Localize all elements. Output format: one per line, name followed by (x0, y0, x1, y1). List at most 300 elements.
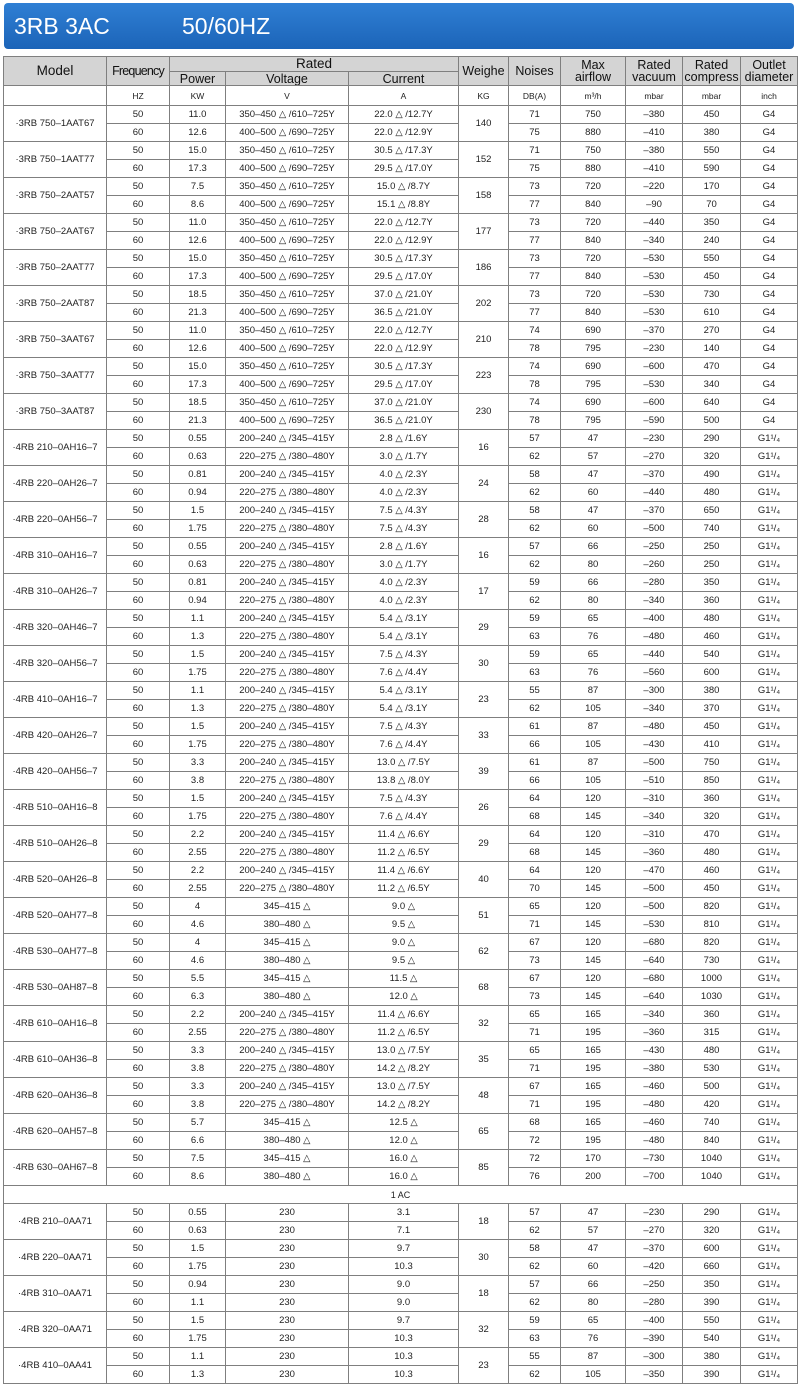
frequency-cell: 60 (107, 952, 170, 970)
outlet-cell: G1¹/₄ (741, 1240, 798, 1258)
compress-cell: 740 (683, 1114, 741, 1132)
current-cell: 10.3 (349, 1348, 459, 1366)
voltage-cell: 345–415 △ (226, 1114, 349, 1132)
outlet-cell: G1¹/₄ (741, 952, 798, 970)
current-cell: 22.0 △ /12.9Y (349, 232, 459, 250)
compress-cell: 540 (683, 1330, 741, 1348)
weight-cell: 16 (459, 538, 509, 574)
power-cell: 1.3 (170, 700, 226, 718)
noise-cell: 71 (509, 1024, 561, 1042)
power-cell: 8.6 (170, 196, 226, 214)
vacuum-cell: –410 (626, 160, 683, 178)
table-row (4, 1150, 798, 1168)
current-cell: 3.1 (349, 1204, 459, 1222)
current-cell: 7.6 △ /4.4Y (349, 736, 459, 754)
vacuum-cell: –420 (626, 1258, 683, 1276)
frequency-cell: 60 (107, 988, 170, 1006)
weight-cell: 140 (459, 106, 509, 142)
units-row (4, 86, 798, 106)
table-row (4, 484, 798, 502)
compress-cell: 480 (683, 484, 741, 502)
outlet-cell: G1¹/₄ (741, 574, 798, 592)
outlet-cell: G1¹/₄ (741, 1258, 798, 1276)
frequency-cell: 60 (107, 916, 170, 934)
vacuum-cell: –360 (626, 844, 683, 862)
voltage-cell: 220–275 △ /380–480Y (226, 448, 349, 466)
power-cell: 0.55 (170, 430, 226, 448)
current-cell: 22.0 △ /12.7Y (349, 106, 459, 124)
weight-cell: 177 (459, 214, 509, 250)
voltage-cell: 200–240 △ /345–415Y (226, 466, 349, 484)
vacuum-cell: –590 (626, 412, 683, 430)
model-name-cell: ·4RB 310–0AA71 (4, 1276, 107, 1312)
current-cell: 5.4 △ /3.1Y (349, 700, 459, 718)
airflow-cell: 87 (561, 1348, 626, 1366)
table-row (4, 916, 798, 934)
power-cell: 2.2 (170, 1006, 226, 1024)
voltage-cell: 220–275 △ /380–480Y (226, 1024, 349, 1042)
outlet-cell: G1¹/₄ (741, 790, 798, 808)
noise-cell: 77 (509, 268, 561, 286)
current-cell: 14.2 △ /8.2Y (349, 1060, 459, 1078)
compress-cell: 390 (683, 1366, 741, 1384)
voltage-cell: 230 (226, 1222, 349, 1240)
table-row (4, 1042, 798, 1060)
airflow-cell: 840 (561, 232, 626, 250)
airflow-cell: 76 (561, 1330, 626, 1348)
airflow-cell: 145 (561, 988, 626, 1006)
outlet-cell: G4 (741, 286, 798, 304)
header-frequency: Frequency (107, 57, 170, 86)
model-name-cell: ·4RB 310–0AH26–7 (4, 574, 107, 610)
voltage-cell: 350–450 △ /610–725Y (226, 178, 349, 196)
current-cell: 22.0 △ /12.7Y (349, 214, 459, 232)
vacuum-cell: –600 (626, 358, 683, 376)
compress-cell: 470 (683, 826, 741, 844)
table-row (4, 1132, 798, 1150)
power-cell: 0.94 (170, 1276, 226, 1294)
compress-cell: 340 (683, 376, 741, 394)
table-row (4, 250, 798, 268)
model-name-cell: ·4RB 420–0AH26–7 (4, 718, 107, 754)
frequency-cell: 60 (107, 844, 170, 862)
model-name-cell: ·4RB 520–0AH26–8 (4, 862, 107, 898)
weight-cell: 32 (459, 1312, 509, 1348)
airflow-cell: 65 (561, 646, 626, 664)
compress-cell: 550 (683, 250, 741, 268)
frequency-cell: 50 (107, 574, 170, 592)
compress-cell: 470 (683, 358, 741, 376)
voltage-cell: 200–240 △ /345–415Y (226, 502, 349, 520)
noise-cell: 57 (509, 538, 561, 556)
unit-label: DB(A) (509, 86, 561, 106)
outlet-cell: G4 (741, 376, 798, 394)
model-name-cell: ·4RB 320–0AH56–7 (4, 646, 107, 682)
weight-cell: 16 (459, 430, 509, 466)
voltage-cell: 200–240 △ /345–415Y (226, 538, 349, 556)
power-cell: 0.63 (170, 448, 226, 466)
power-cell: 15.0 (170, 250, 226, 268)
power-cell: 15.0 (170, 358, 226, 376)
table-row (4, 340, 798, 358)
noise-cell: 71 (509, 106, 561, 124)
compress-cell: 810 (683, 916, 741, 934)
power-cell: 3.3 (170, 1042, 226, 1060)
voltage-cell: 350–450 △ /610–725Y (226, 322, 349, 340)
weight-cell: 30 (459, 646, 509, 682)
outlet-cell: G1¹/₄ (741, 1132, 798, 1150)
voltage-cell: 200–240 △ /345–415Y (226, 682, 349, 700)
airflow-cell: 840 (561, 304, 626, 322)
model-name-cell: ·3RB 750–2AAT67 (4, 214, 107, 250)
frequency-cell: 50 (107, 250, 170, 268)
frequency-cell: 50 (107, 646, 170, 664)
frequency-cell: 60 (107, 520, 170, 538)
airflow-cell: 47 (561, 1240, 626, 1258)
vacuum-cell: –500 (626, 898, 683, 916)
voltage-cell: 400–500 △ /690–725Y (226, 196, 349, 214)
vacuum-cell: –530 (626, 916, 683, 934)
vacuum-cell: –350 (626, 1366, 683, 1384)
noise-cell: 77 (509, 196, 561, 214)
compress-cell: 730 (683, 952, 741, 970)
vacuum-cell: –230 (626, 340, 683, 358)
vacuum-cell: –260 (626, 556, 683, 574)
compress-cell: 490 (683, 466, 741, 484)
voltage-cell: 350–450 △ /610–725Y (226, 394, 349, 412)
vacuum-cell: –410 (626, 124, 683, 142)
power-cell: 18.5 (170, 394, 226, 412)
table-row (4, 844, 798, 862)
airflow-cell: 57 (561, 1222, 626, 1240)
voltage-cell: 230 (226, 1348, 349, 1366)
table-row (4, 430, 798, 448)
noise-cell: 65 (509, 1042, 561, 1060)
voltage-cell: 380–480 △ (226, 916, 349, 934)
frequency-cell: 60 (107, 1294, 170, 1312)
table-row (4, 214, 798, 232)
vacuum-cell: –430 (626, 736, 683, 754)
compress-cell: 450 (683, 106, 741, 124)
power-cell: 17.3 (170, 160, 226, 178)
frequency-cell: 50 (107, 682, 170, 700)
noise-cell: 74 (509, 322, 561, 340)
current-cell: 11.4 △ /6.6Y (349, 862, 459, 880)
unit-label: mbar (626, 86, 683, 106)
frequency-cell: 60 (107, 808, 170, 826)
frequency-cell: 60 (107, 1258, 170, 1276)
noise-cell: 59 (509, 646, 561, 664)
current-cell: 11.4 △ /6.6Y (349, 826, 459, 844)
airflow-cell: 690 (561, 322, 626, 340)
airflow-cell: 720 (561, 286, 626, 304)
noise-cell: 77 (509, 304, 561, 322)
current-cell: 30.5 △ /17.3Y (349, 358, 459, 376)
vacuum-cell: –340 (626, 808, 683, 826)
airflow-cell: 165 (561, 1114, 626, 1132)
current-cell: 5.4 △ /3.1Y (349, 610, 459, 628)
table-row (4, 826, 798, 844)
weight-cell: 29 (459, 826, 509, 862)
frequency-cell: 50 (107, 1150, 170, 1168)
vacuum-cell: –360 (626, 1024, 683, 1042)
airflow-cell: 120 (561, 934, 626, 952)
compress-cell: 320 (683, 448, 741, 466)
table-row (4, 1276, 798, 1294)
unit-label: mbar (683, 86, 741, 106)
current-cell: 37.0 △ /21.0Y (349, 286, 459, 304)
compress-cell: 480 (683, 844, 741, 862)
frequency-cell: 60 (107, 628, 170, 646)
voltage-cell: 345–415 △ (226, 934, 349, 952)
vacuum-cell: –480 (626, 1096, 683, 1114)
outlet-cell: G1¹/₄ (741, 1348, 798, 1366)
noise-cell: 62 (509, 484, 561, 502)
compress-cell: 640 (683, 394, 741, 412)
noise-cell: 62 (509, 556, 561, 574)
frequency-cell: 60 (107, 664, 170, 682)
table-row (4, 232, 798, 250)
voltage-cell: 200–240 △ /345–415Y (226, 1042, 349, 1060)
weight-cell: 28 (459, 502, 509, 538)
compress-cell: 140 (683, 340, 741, 358)
model-name-cell: ·4RB 620–0AH57–8 (4, 1114, 107, 1150)
outlet-cell: G1¹/₄ (741, 1168, 798, 1186)
table-row (4, 178, 798, 196)
table-row (4, 142, 798, 160)
frequency-cell: 60 (107, 556, 170, 574)
airflow-cell: 60 (561, 1258, 626, 1276)
outlet-cell: G4 (741, 358, 798, 376)
model-name-cell: ·4RB 620–0AH36–8 (4, 1078, 107, 1114)
outlet-cell: G1¹/₄ (741, 898, 798, 916)
outlet-cell: G1¹/₄ (741, 664, 798, 682)
table-row (4, 448, 798, 466)
table-row (4, 1330, 798, 1348)
weight-cell: 48 (459, 1078, 509, 1114)
airflow-cell: 76 (561, 664, 626, 682)
vacuum-cell: –380 (626, 142, 683, 160)
spec-table-body (4, 86, 798, 1384)
header-rated-vacuum-line1: Rated (637, 58, 671, 72)
noise-cell: 73 (509, 286, 561, 304)
weight-cell: 39 (459, 754, 509, 790)
outlet-cell: G1¹/₄ (741, 844, 798, 862)
current-cell: 11.4 △ /6.6Y (349, 1006, 459, 1024)
compress-cell: 360 (683, 790, 741, 808)
current-cell: 12.5 △ (349, 1114, 459, 1132)
frequency-cell: 50 (107, 1312, 170, 1330)
weight-cell: 18 (459, 1276, 509, 1312)
noise-cell: 73 (509, 178, 561, 196)
unit-label: inch (741, 86, 798, 106)
frequency-cell: 60 (107, 1096, 170, 1114)
current-cell: 30.5 △ /17.3Y (349, 250, 459, 268)
frequency-cell: 50 (107, 142, 170, 160)
noise-cell: 70 (509, 880, 561, 898)
section-separator-row (4, 1186, 798, 1204)
airflow-cell: 80 (561, 592, 626, 610)
model-name-cell: ·3RB 750–3AAT87 (4, 394, 107, 430)
vacuum-cell: –400 (626, 610, 683, 628)
weight-cell: 24 (459, 466, 509, 502)
power-cell: 15.0 (170, 142, 226, 160)
power-cell: 1.5 (170, 502, 226, 520)
compress-cell: 270 (683, 322, 741, 340)
compress-cell: 480 (683, 610, 741, 628)
frequency-cell: 60 (107, 592, 170, 610)
airflow-cell: 65 (561, 1312, 626, 1330)
noise-cell: 63 (509, 1330, 561, 1348)
model-name-cell: ·3RB 750–2AAT87 (4, 286, 107, 322)
vacuum-cell: –310 (626, 790, 683, 808)
power-cell: 7.5 (170, 178, 226, 196)
voltage-cell: 200–240 △ /345–415Y (226, 862, 349, 880)
vacuum-cell: –440 (626, 484, 683, 502)
outlet-cell: G4 (741, 142, 798, 160)
vacuum-cell: –390 (626, 1330, 683, 1348)
airflow-cell: 795 (561, 376, 626, 394)
table-row (4, 394, 798, 412)
frequency-cell: 60 (107, 772, 170, 790)
compress-cell: 450 (683, 880, 741, 898)
airflow-cell: 165 (561, 1042, 626, 1060)
outlet-cell: G4 (741, 304, 798, 322)
compress-cell: 750 (683, 754, 741, 772)
outlet-cell: G1¹/₄ (741, 430, 798, 448)
compress-cell: 380 (683, 124, 741, 142)
vacuum-cell: –380 (626, 106, 683, 124)
vacuum-cell: –400 (626, 1312, 683, 1330)
header-rated: Rated (170, 57, 459, 72)
airflow-cell: 120 (561, 826, 626, 844)
weight-cell: 18 (459, 1204, 509, 1240)
current-cell: 7.1 (349, 1222, 459, 1240)
airflow-cell: 145 (561, 952, 626, 970)
compress-cell: 500 (683, 412, 741, 430)
power-cell: 17.3 (170, 376, 226, 394)
outlet-cell: G4 (741, 394, 798, 412)
table-row (4, 1294, 798, 1312)
compress-cell: 660 (683, 1258, 741, 1276)
noise-cell: 73 (509, 250, 561, 268)
power-cell: 3.3 (170, 754, 226, 772)
airflow-cell: 120 (561, 898, 626, 916)
airflow-cell: 80 (561, 556, 626, 574)
table-row (4, 376, 798, 394)
noise-cell: 65 (509, 1006, 561, 1024)
table-row (4, 574, 798, 592)
voltage-cell: 350–450 △ /610–725Y (226, 214, 349, 232)
vacuum-cell: –380 (626, 1060, 683, 1078)
voltage-cell: 400–500 △ /690–725Y (226, 160, 349, 178)
table-row (4, 952, 798, 970)
model-name-cell: ·4RB 630–0AH67–8 (4, 1150, 107, 1186)
current-cell: 29.5 △ /17.0Y (349, 268, 459, 286)
power-cell: 0.81 (170, 574, 226, 592)
noise-cell: 57 (509, 430, 561, 448)
power-cell: 6.3 (170, 988, 226, 1006)
title-banner (4, 3, 794, 49)
noise-cell: 55 (509, 682, 561, 700)
compress-cell: 550 (683, 1312, 741, 1330)
header-max-airflow-line2: airflow (574, 70, 612, 84)
airflow-cell: 195 (561, 1132, 626, 1150)
voltage-cell: 220–275 △ /380–480Y (226, 1060, 349, 1078)
frequency-cell: 50 (107, 466, 170, 484)
outlet-cell: G4 (741, 340, 798, 358)
vacuum-cell: –510 (626, 772, 683, 790)
compress-cell: 320 (683, 1222, 741, 1240)
frequency-cell: 50 (107, 1204, 170, 1222)
frequency-cell: 50 (107, 934, 170, 952)
power-cell: 18.5 (170, 286, 226, 304)
weight-cell: 32 (459, 1006, 509, 1042)
outlet-cell: G1¹/₄ (741, 826, 798, 844)
voltage-cell: 220–275 △ /380–480Y (226, 628, 349, 646)
noise-cell: 72 (509, 1132, 561, 1150)
outlet-cell: G1¹/₄ (741, 988, 798, 1006)
outlet-cell: G4 (741, 106, 798, 124)
header-voltage: Voltage (226, 72, 349, 86)
current-cell: 13.0 △ /7.5Y (349, 754, 459, 772)
outlet-cell: G1¹/₄ (741, 700, 798, 718)
frequency-cell: 50 (107, 358, 170, 376)
table-row (4, 124, 798, 142)
vacuum-cell: –340 (626, 592, 683, 610)
vacuum-cell: –460 (626, 1114, 683, 1132)
vacuum-cell: –560 (626, 664, 683, 682)
noise-cell: 67 (509, 1078, 561, 1096)
current-cell: 12.0 △ (349, 988, 459, 1006)
unit-label: V (226, 86, 349, 106)
outlet-cell: G1¹/₄ (741, 808, 798, 826)
vacuum-cell: –300 (626, 682, 683, 700)
model-name-cell: ·4RB 510–0AH16–8 (4, 790, 107, 826)
power-cell: 4.6 (170, 916, 226, 934)
header-outlet-diameter-line1: Outlet (752, 58, 786, 72)
header-current: Current (349, 72, 459, 86)
airflow-cell: 105 (561, 736, 626, 754)
current-cell: 10.3 (349, 1258, 459, 1276)
power-cell: 3.8 (170, 1096, 226, 1114)
unit-label: KG (459, 86, 509, 106)
frequency-cell: 60 (107, 700, 170, 718)
compress-cell: 650 (683, 502, 741, 520)
table-row (4, 628, 798, 646)
outlet-cell: G1¹/₄ (741, 628, 798, 646)
current-cell: 9.0 △ (349, 934, 459, 952)
header-noises: Noises (509, 57, 561, 86)
voltage-cell: 200–240 △ /345–415Y (226, 754, 349, 772)
current-cell: 16.0 △ (349, 1168, 459, 1186)
noise-cell: 62 (509, 448, 561, 466)
airflow-cell: 750 (561, 142, 626, 160)
current-cell: 13.0 △ /7.5Y (349, 1078, 459, 1096)
compress-cell: 1040 (683, 1168, 741, 1186)
outlet-cell: G4 (741, 232, 798, 250)
voltage-cell: 220–275 △ /380–480Y (226, 520, 349, 538)
noise-cell: 66 (509, 736, 561, 754)
power-cell: 1.3 (170, 1366, 226, 1384)
table-row (4, 1006, 798, 1024)
current-cell: 36.5 △ /21.0Y (349, 304, 459, 322)
model-name-cell: ·4RB 510–0AH26–8 (4, 826, 107, 862)
noise-cell: 55 (509, 1348, 561, 1366)
outlet-cell: G1¹/₄ (741, 1006, 798, 1024)
outlet-cell: G4 (741, 214, 798, 232)
vacuum-cell: –90 (626, 196, 683, 214)
